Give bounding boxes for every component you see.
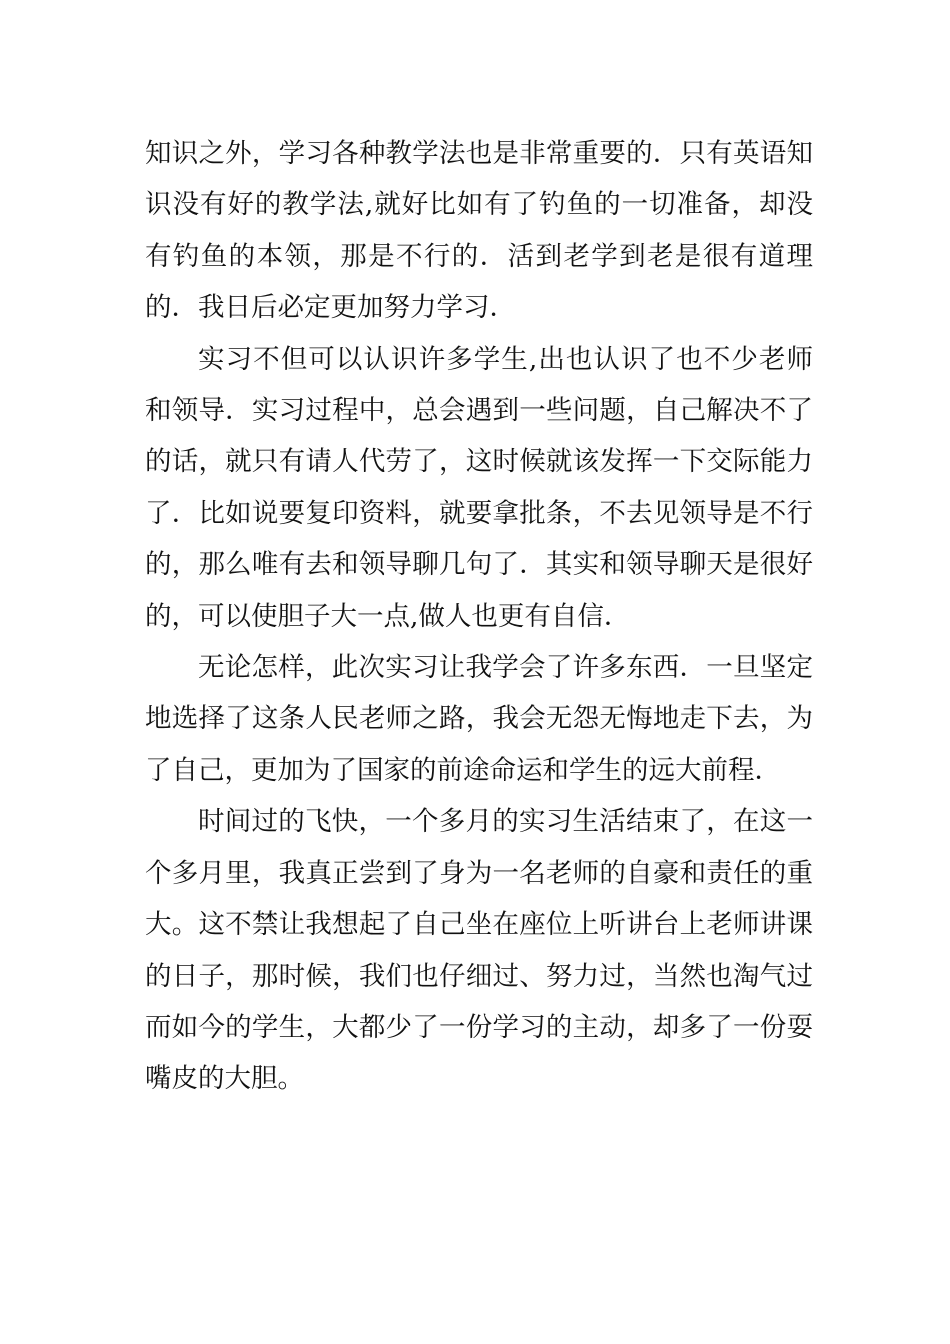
document-body (145, 128, 813, 1105)
paragraph-continued: 知识之外，学习各种教学法也是非常重要的．只有英语知识没有好的教学法,就好比如有了钓鱼的一切准备，却没有钓鱼的本领，那是不行的．活到老学到老是很有道理的．我日后必定更加努力学习． (145, 138, 813, 324)
paragraph-colleagues: 实习不但可以认识许多学生,出也认识了也不少老师和领导．实习过程中，总会遇到一些问题，自己解决不了的话，就只有请人代劳了，这时候就该发挥一下交际能力了．比如说要复印资料，就要拿批条，不去见领导是不行的，那么唯有去和领导聊几句了．其实和领导聊天是很好的，可以使胆子大一点,做人也更有自信． (145, 343, 813, 632)
paragraph-reflection: 时间过的飞快，一个多月的实习生活结束了，在这一个多月里，我真正尝到了身为一名老师的自豪和责任的重大。这不禁让我想起了自己坐在座位上听讲台上老师讲课的日子，那时候，我们也仔细过、努力过，当然也淘气过而如今的学生，大都少了一份学习的主动，却多了一份耍嘴皮的大胆。 (145, 806, 813, 1095)
paragraph-resolve: 无论怎样，此次实习让我学会了许多东西．一旦坚定地选择了这条人民老师之路，我会无怨无悔地走下去，为了自己，更加为了国家的前途命运和学生的远大前程． (145, 652, 813, 786)
